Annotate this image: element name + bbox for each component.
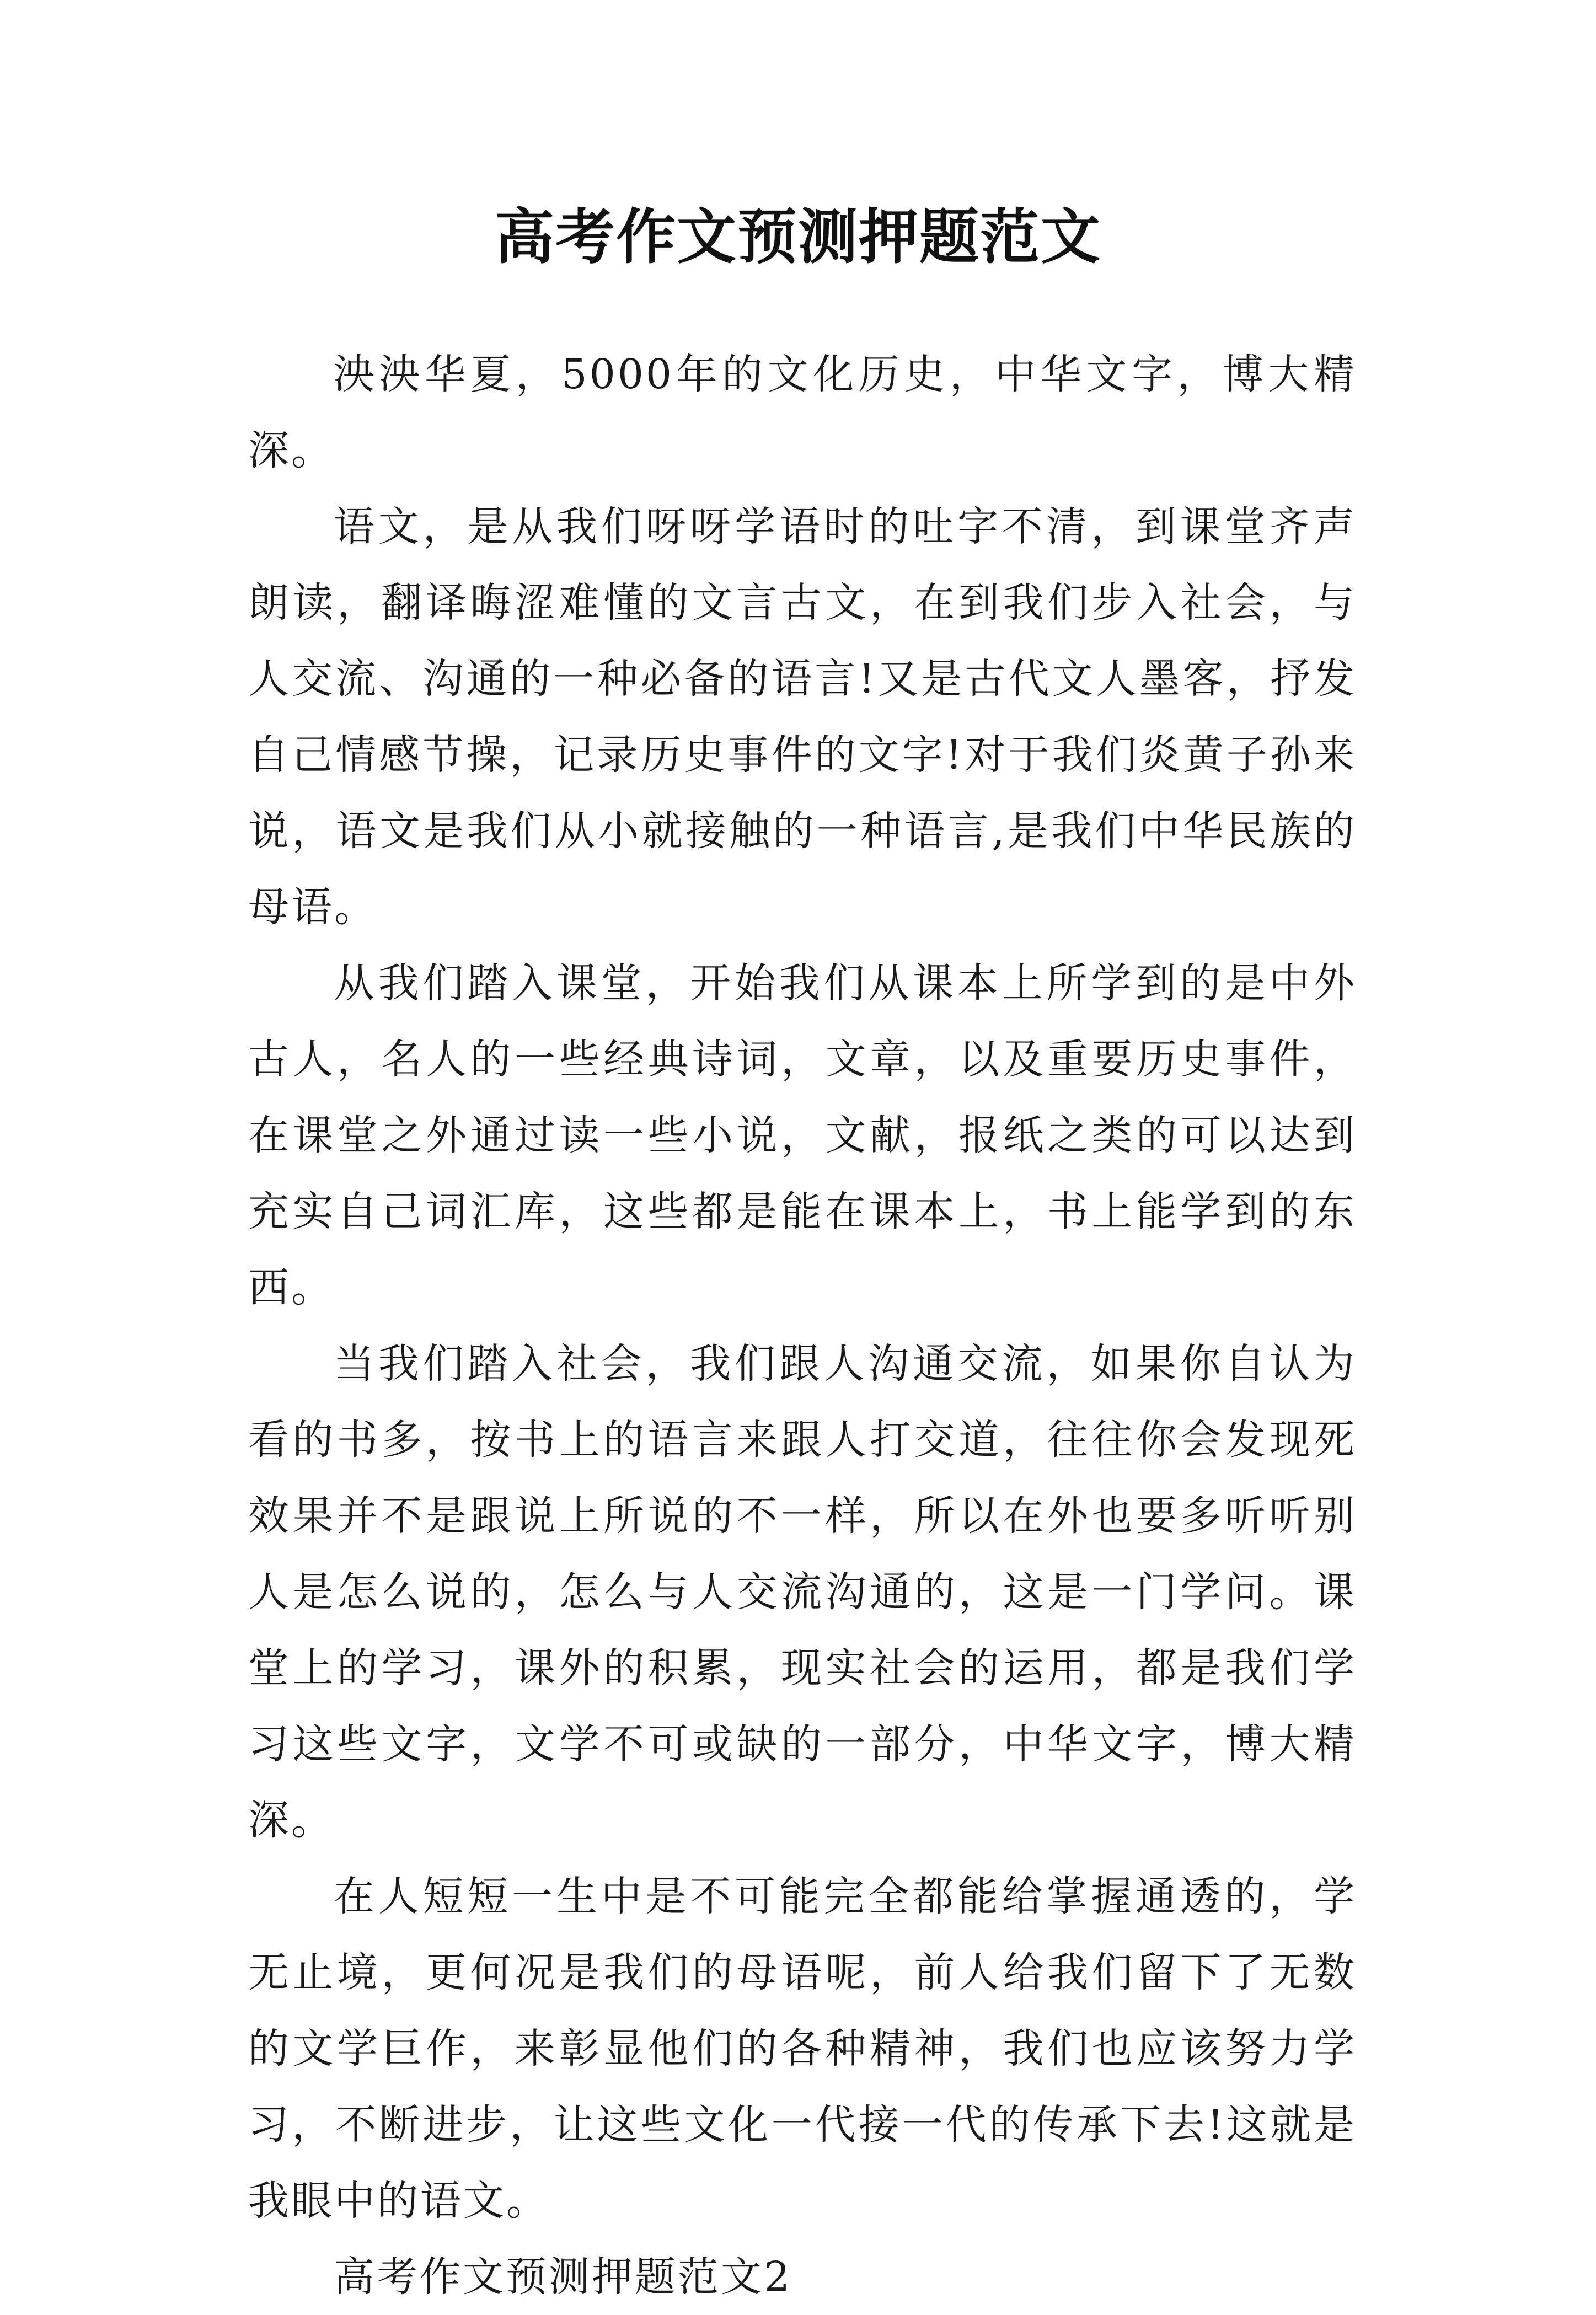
paragraph: 在人短短一生中是不可能完全都能给掌握通透的，学无止境，更何况是我们的母语呢，前人给我们留下了无数的文学巨作，来彰显他们的各种精神，我们也应该努力学习，不断进步，让这些文化一代接一代的传承下去!这就是我眼中的语文。: [248, 1873, 1357, 2225]
paragraph: 当我们踏入社会，我们跟人沟通交流，如果你自认为看的书多，按书上的语言来跟人打交道，往往你会发现死效果并不是跟说上所说的不一样，所以在外也要多听听别人是怎么说的，怎么与人交流沟通的，这是一门学问。课堂上的学习，课外的积累，现实社会的运用，都是我们学习这些文字，文学不可或缺的一部分，中华文字，博大精深。: [248, 1340, 1357, 1844]
document-body: [248, 336, 1357, 2315]
paragraph: 语文，是从我们呀呀学语时的吐字不清，到课堂齐声朗读，翻译晦涩难懂的文言古文，在到我们步入社会，与人交流、沟通的一种必备的语言!又是古代文人墨客，抒发自己情感节操，记录历史事件的文字!对于我们炎黄子孙来说，语文是我们从小就接触的一种语言,是我们中华民族的母语。: [248, 503, 1357, 931]
document-title: 高考作文预测押题范文: [494, 202, 1101, 272]
section-heading: 高考作文预测押题范文2: [334, 2253, 792, 2301]
paragraph: 从我们踏入课堂，开始我们从课本上所学到的是中外古人，名人的一些经典诗词，文章，以及重要历史事件，在课堂之外通过读一些小说，文献，报纸之类的可以达到充实自己词汇库，这些都是能在课本上，书上能学到的东西。: [248, 960, 1357, 1311]
paragraph: 泱泱华夏，5000年的文化历史，中华文字，博大精深。: [248, 351, 1357, 474]
